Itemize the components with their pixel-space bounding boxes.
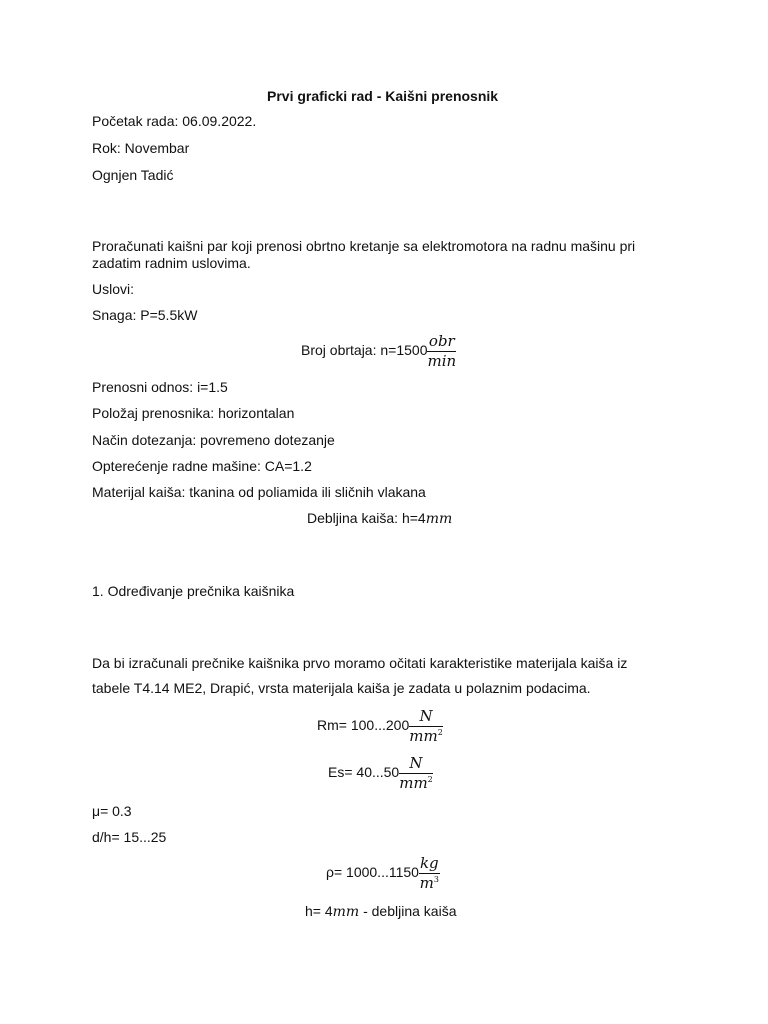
es-text: Es= 40...50: [328, 764, 400, 780]
deadline: Rok: Novembar: [92, 140, 190, 156]
h-suffix: - debljina kaiša: [359, 903, 457, 919]
tension-condition: Način dotezanja: povremeno dotezanje: [92, 432, 335, 448]
es-unit-numerator: N: [399, 756, 433, 774]
rpm-unit-denominator: min: [427, 351, 457, 370]
paragraph-1-line-1: Da bi izračunali prečnike kaišnika prvo moramo očitati karakteristike materijala kaiša iz: [92, 655, 628, 671]
thickness-unit: mm: [425, 511, 453, 527]
rm-unit-numerator: N: [409, 709, 443, 727]
es-unit-base: mm: [399, 773, 428, 792]
rho-text: ρ= 1000...1150: [326, 864, 419, 880]
rho-formula: [326, 852, 440, 892]
task-line-2: zadatim radnim uslovima.: [92, 255, 251, 271]
rm-unit-base: mm: [409, 726, 438, 745]
document-title: Prvi graficki rad - Kaišni prenosnik: [267, 88, 499, 104]
es-unit-fraction: [399, 753, 433, 792]
rm-formula: [317, 705, 443, 745]
rpm-text: Broj obrtaja: n=1500: [301, 342, 428, 358]
h-unit: mm: [332, 904, 360, 920]
rho-unit-exponent: 3: [433, 874, 439, 884]
task-line-1: Proračunati kaišni par koji prenosi obrtno kretanje sa elektromotora na radnu mašinu pri: [92, 238, 636, 254]
rho-unit-fraction: [419, 853, 440, 892]
rpm-unit-numerator: obr: [428, 331, 455, 350]
rm-text: Rm= 100...200: [317, 717, 410, 733]
rm-unit-fraction: [409, 706, 443, 745]
rm-unit-exponent: 2: [437, 727, 443, 737]
rpm-condition: [301, 332, 456, 369]
thickness-text: Debljina kaiša: h=4: [307, 510, 426, 526]
power-condition: Snaga: P=5.5kW: [92, 307, 198, 323]
load-condition: Opterećenje radne mašine: CA=1.2: [92, 458, 312, 474]
h-prefix: h= 4: [305, 903, 333, 919]
rho-unit-denominator: [419, 874, 440, 891]
paragraph-1-line-2: tabele T4.14 ME2, Drapić, vrsta materijala kaiša je zadata u polaznim podacima.: [92, 680, 591, 696]
position-condition: Položaj prenosnika: horizontalan: [92, 405, 295, 421]
rm-unit-denominator: [409, 727, 443, 744]
rho-unit-base: m: [419, 873, 434, 892]
dh-value: d/h= 15...25: [92, 829, 167, 845]
es-unit-exponent: 2: [427, 774, 433, 784]
author-name: Ognjen Tadić: [92, 167, 174, 183]
material-condition: Materijal kaiša: tkanina od poliamida ili sličnih vlakana: [92, 484, 426, 500]
rho-unit-numerator: kg: [419, 853, 439, 872]
start-date: Početak rada: 06.09.2022.: [92, 113, 257, 129]
section-1-heading: 1. Određivanje prečnika kaišnika: [92, 583, 295, 599]
rpm-unit-fraction: [427, 331, 457, 370]
es-unit-denominator: [399, 774, 433, 791]
ratio-condition: Prenosni odnos: i=1.5: [92, 379, 228, 395]
h-definition: [305, 903, 456, 921]
mu-value: μ= 0.3: [92, 803, 132, 819]
thickness-condition: [307, 510, 452, 528]
conditions-label: Uslovi:: [92, 281, 135, 297]
es-formula: [328, 752, 433, 792]
